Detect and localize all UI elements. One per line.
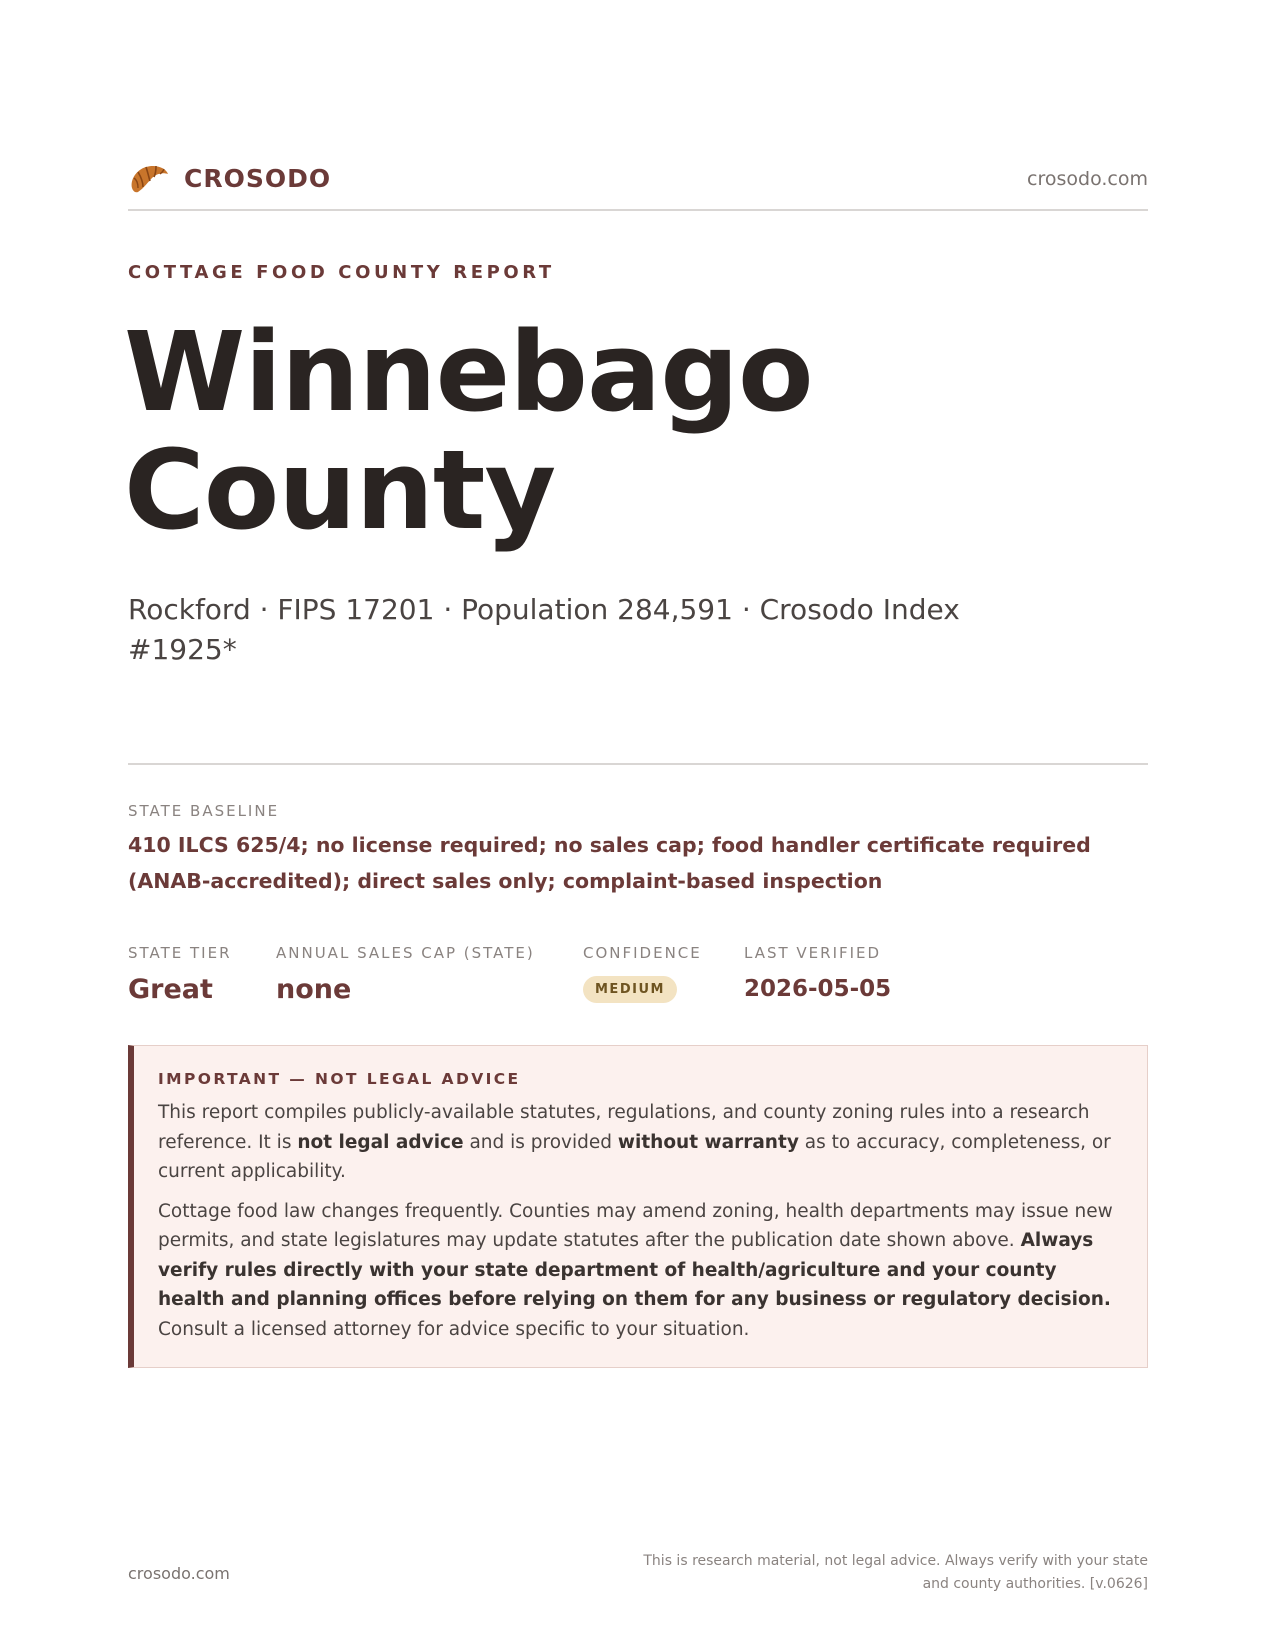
notice-text: This report compiles publicly-available statutes, regulations, and county zoning rules into a research reference. It is — [158, 1102, 1090, 1153]
notice-text: and is provided — [463, 1131, 618, 1153]
page-header — [128, 158, 1148, 198]
state-baseline-text: 410 ILCS 625/4; no license required; no sales cap; food handler certificate required (ANAB-accredited); direct sales only; complaint-based inspection — [128, 833, 1091, 893]
stat-state-tier — [128, 944, 232, 1005]
last-verified-value: 2026-05-05 — [744, 976, 892, 1002]
sales-cap-label: ANNUAL SALES CAP (STATE) — [276, 944, 535, 962]
confidence-badge: MEDIUM — [583, 976, 677, 1003]
stat-last-verified — [744, 944, 891, 1002]
notice-emphasis: without warranty — [617, 1131, 799, 1153]
footer-disclaimer: This is research material, not legal advice. Always verify with your state and county authorities. [v.0626] — [643, 1553, 1148, 1592]
page-title — [124, 308, 1144, 554]
site-url[interactable]: crosodo.com — [1027, 168, 1148, 190]
stat-confidence — [583, 944, 702, 1003]
confidence-label: CONFIDENCE — [583, 944, 702, 962]
stat-sales-cap — [276, 944, 535, 1005]
state-tier-value: Great — [128, 974, 213, 1005]
notice-text: Consult a licensed attorney for advice specific to your situation. — [158, 1318, 750, 1340]
sales-cap-value: none — [276, 974, 352, 1005]
last-verified-label: LAST VERIFIED — [744, 944, 882, 962]
county-subtitle: Rockford · FIPS 17201 · Population 284,591 · Crosodo Index #1925* — [128, 593, 960, 666]
notice-emphasis: not legal advice — [297, 1131, 464, 1153]
notice-title: IMPORTANT — NOT LEGAL ADVICE — [158, 1070, 521, 1088]
notice-paragraph-2 — [158, 1197, 1121, 1345]
notice-text: as to accuracy, completeness, or current applicability. — [158, 1131, 1111, 1182]
footer-site-url[interactable]: crosodo.com — [128, 1564, 230, 1583]
report-page — [124, 0, 1148, 1650]
stats-row — [128, 944, 1148, 1014]
section-divider — [128, 763, 1148, 765]
notice-paragraph-1 — [158, 1098, 1121, 1187]
title-line-1: Winnebago — [124, 308, 813, 436]
notice-emphasis: Always verify rules directly with your state department of health/agriculture and your county health and planning offices before relying on them for any business or regulatory decision. — [158, 1230, 1111, 1310]
state-baseline-label: STATE BASELINE — [128, 802, 280, 820]
report-type: COTTAGE FOOD COUNTY REPORT — [128, 262, 555, 283]
state-tier-label: STATE TIER — [128, 944, 232, 962]
croissant-icon — [128, 158, 170, 198]
title-line-2: County — [124, 426, 556, 554]
legal-notice — [128, 1045, 1148, 1368]
notice-text: Cottage food law changes frequently. Counties may amend zoning, health departments may issue new permits, and state legislatures may update statutes after the publication date shown above. — [158, 1200, 1113, 1251]
brand-name: CROSODO — [184, 164, 332, 193]
header-divider — [128, 209, 1148, 211]
